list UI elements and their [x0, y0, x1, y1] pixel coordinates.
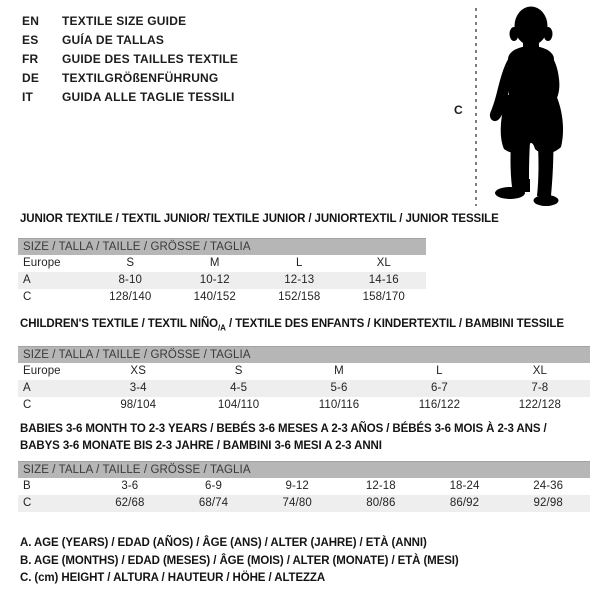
table-cell: 6-9 [205, 480, 222, 492]
children-title-sub: /A [218, 323, 226, 333]
size-header-bar: SIZE / TALLA / TAILLE / GRÖSSE / TAGLIA [18, 346, 590, 363]
table-row [18, 272, 426, 289]
table-cell: 62/68 [115, 497, 145, 509]
table-cell: 92/98 [533, 497, 563, 509]
language-row-es [22, 31, 238, 50]
table-cell: 6-7 [430, 382, 448, 394]
table-cell: 8-10 [118, 274, 142, 286]
table-cell: 12-13 [284, 274, 315, 286]
language-row-en [22, 12, 238, 31]
table-cell: XL [532, 365, 547, 377]
table-cell: 110/116 [318, 399, 360, 411]
table-cell: 140/152 [193, 291, 236, 303]
table-cell: 18-24 [449, 480, 480, 492]
language-row-de [22, 69, 238, 88]
table-cell: 7-8 [531, 382, 549, 394]
legend-line-a: A. AGE (YEARS) / EDAD (AÑOS) / ÂGE (ANS) / ALTER (JAHRE) / ETÀ (ANNI) [20, 537, 427, 549]
table-cell: 74/80 [282, 497, 312, 509]
table-row [18, 495, 590, 512]
row-label: A [23, 382, 31, 394]
table-cell: 3-6 [121, 480, 139, 492]
row-label: B [23, 480, 31, 492]
babies-size-table [18, 461, 590, 512]
row-label: C [23, 497, 32, 509]
language-code: IT [22, 90, 34, 104]
children-title-pre: CHILDREN'S TEXTILE / TEXTIL NIÑO [20, 318, 219, 330]
table-cell: M [209, 257, 220, 269]
legend-line-c: C. (cm) HEIGHT / ALTURA / HAUTEUR / HÖHE / ALTEZZA [20, 572, 326, 584]
table-cell: 68/74 [198, 497, 229, 509]
language-title: GUIDE DES TAILLES TEXTILE [62, 52, 239, 66]
table-row [18, 397, 590, 414]
language-list [22, 12, 238, 107]
size-header-bar: SIZE / TALLA / TAILLE / GRÖSSE / TAGLIA [18, 461, 590, 478]
table-cell: L [436, 365, 443, 377]
row-label: Europe [23, 365, 61, 377]
junior-size-table [18, 238, 426, 306]
table-cell: XL [376, 257, 391, 269]
children-size-table [18, 346, 590, 414]
table-cell: 128/140 [109, 291, 152, 303]
language-code: DE [22, 71, 40, 85]
size-header-bar: SIZE / TALLA / TAILLE / GRÖSSE / TAGLIA [18, 238, 426, 255]
language-title: GUÍA DE TALLAS [62, 33, 165, 47]
babies-title-line1: BABIES 3-6 MONTH TO 2-3 YEARS / BEBÉS 3-6 MESES A 2-3 AÑOS / BÉBÉS 3-6 MOIS À 2-3 ANS / [20, 423, 547, 435]
table-cell: 5-6 [330, 382, 348, 394]
table-row [18, 363, 590, 380]
junior-section-title: JUNIOR TEXTILE / TEXTIL JUNIOR/ TEXTILE JUNIOR / JUNIORTEXTIL / JUNIOR TESSILE [20, 213, 499, 225]
table-cell: 158/170 [362, 291, 405, 303]
table-cell: 3-4 [129, 382, 147, 394]
height-marker-label: C [454, 103, 463, 117]
table-cell: 4-5 [230, 382, 248, 394]
legend [20, 535, 459, 588]
table-cell: 9-12 [285, 480, 309, 492]
table-cell: 10-12 [199, 274, 230, 286]
language-row-it [22, 88, 238, 107]
table-cell: 122/128 [518, 399, 561, 411]
table-cell: 14-16 [368, 274, 399, 286]
language-code: FR [22, 52, 39, 66]
table-cell: 98/104 [120, 399, 157, 411]
table-row [18, 478, 590, 495]
table-row [18, 289, 426, 306]
table-cell: XS [130, 365, 146, 377]
language-code: EN [22, 14, 40, 28]
table-cell: S [126, 257, 135, 269]
table-row [18, 380, 590, 397]
table-cell: 116/122 [418, 399, 461, 411]
table-cell: M [334, 365, 344, 377]
legend-line-b: B. AGE (MONTHS) / EDAD (MESES) / ÂGE (MOIS) / ALTER (MONATE) / ETÀ (MESI) [20, 554, 459, 567]
row-label: C [23, 399, 32, 411]
table-cell: 86/92 [449, 497, 480, 509]
language-row-fr [22, 50, 238, 69]
row-label: Europe [23, 257, 61, 269]
table-cell: 104/110 [217, 399, 260, 411]
language-code: ES [22, 33, 39, 47]
table-cell: 24-36 [533, 480, 564, 492]
language-title: GUIDA ALLE TAGLIE TESSILI [62, 90, 235, 104]
row-label: C [23, 291, 32, 303]
language-title: TEXTILE SIZE GUIDE [62, 14, 187, 28]
babies-title-line2: BABYS 3-6 MONATE BIS 2-3 JAHRE / BAMBINI 3-6 MESI A 2-3 ANNI [20, 440, 382, 452]
table-row [18, 255, 426, 272]
table-cell: 80/86 [366, 497, 396, 509]
table-cell: 12-18 [365, 480, 396, 492]
table-cell: 152/158 [278, 291, 321, 303]
height-dotted-line [475, 8, 477, 206]
language-title: TEXTILGRÖßENFÜHRUNG [62, 71, 219, 85]
children-title-post: / TEXTILE DES ENFANTS / KINDERTEXTIL / BAMBINI TESSILE [225, 318, 564, 330]
row-label: A [23, 274, 31, 286]
table-cell: L [296, 257, 303, 269]
children-section-title [20, 318, 564, 332]
babies-section-title [20, 421, 580, 455]
table-cell: S [234, 365, 243, 377]
baby-silhouette-icon [482, 3, 588, 211]
